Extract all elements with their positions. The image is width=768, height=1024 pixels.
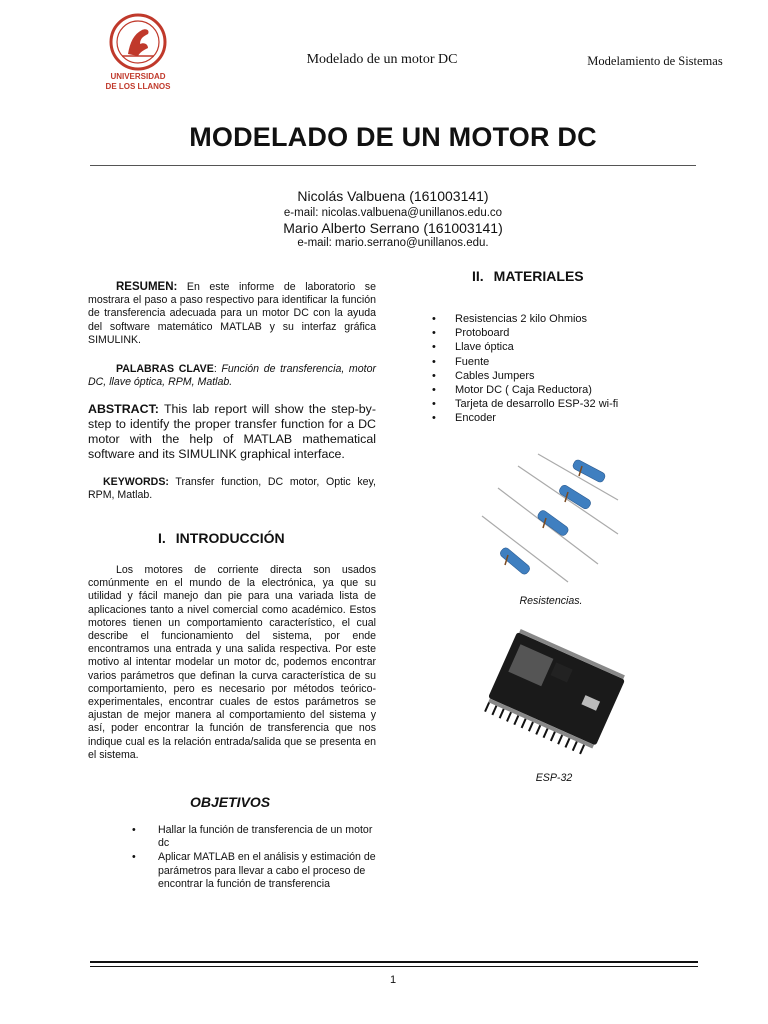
list-item: • Aplicar MATLAB en el análisis y estimación de parámetros para llevar a cabo el proceso de encontrar la función de transferencia — [88, 851, 376, 891]
resistors-image — [478, 452, 624, 590]
resumen-paragraph — [88, 281, 376, 347]
author-name: Nicolás Valbuena (161003141) — [297, 188, 489, 204]
course-name: Modelamiento de Sistemas — [587, 54, 723, 68]
list-item: • Resistencias 2 kilo Ohmios — [410, 312, 640, 326]
section-title: INTRODUCCIÓN — [175, 530, 285, 546]
materiales-list — [410, 312, 640, 426]
palabras-clave-paragraph — [88, 363, 376, 389]
title-divider — [90, 165, 696, 166]
figure-caption: Resistencias. — [519, 595, 583, 607]
objetivos-heading: OBJETIVOS — [190, 794, 271, 810]
intro-paragraph — [88, 564, 376, 762]
author-name: Mario Alberto Serrano (161003141) — [283, 220, 503, 236]
logo-text-1: UNIVERSIDAD — [110, 72, 166, 81]
list-item: • Protoboard — [410, 326, 640, 340]
list-item: • Hallar la función de transferencia de un motor dc — [88, 824, 376, 850]
section-number: I. — [158, 530, 166, 546]
keywords-paragraph — [88, 476, 376, 502]
logo-text-2: DE LOS LLANOS — [105, 82, 171, 91]
list-item: • Cables Jumpers — [410, 369, 640, 383]
university-logo — [100, 12, 176, 96]
resumen-text: En este informe de laboratorio se mostrara el paso a paso respectivo para identificar la función de transferencia adecuada para un motor DC con la ayuda del software matemático MATLAB y su interfaz gráfica SIMULINK. — [88, 281, 376, 346]
section-title: MATERIALES — [493, 268, 584, 284]
list-item: • Tarjeta de desarrollo ESP-32 wi-fi — [410, 397, 640, 411]
palabras-clave-label: PALABRAS CLAVE — [116, 363, 214, 375]
abstract-paragraph — [88, 402, 376, 462]
footer-divider — [90, 961, 698, 963]
keywords-text: Transfer function, DC motor, Optic key, RPM, Matlab. — [88, 476, 376, 502]
intro-text: Los motores de corriente directa son usados comúnmente en el mundo de la electrónica, ya que su utilidad y fácil manejo dan pie para una variada lista de aplicaciones tanto a nivel comercial como académico. Estos motores tienen un comportamiento característico, el cual describe el funcionamiento del sistema, por ende encontramos una entrada y una salida respectiva. Por este motivo al intentar modelar un motor dc, podemos encontrar varios parámetros que definan la curva característica de su comportamiento, pero es necesario por métodos teórico-experimentales, encontrar cuales de estos parámetros se ajustan de mejor manera al comportamiento del sistema y así, poder encontrar la función de transferencia que nos indique cual es la relación entrada/salida que se presenta en el sistema. — [88, 564, 376, 761]
palabras-clave-text: Función de transferencia, motor DC, llave óptica, RPM, Matlab. — [88, 363, 376, 389]
resumen-label: RESUMEN: — [116, 281, 178, 293]
section-heading-introduccion — [158, 530, 285, 546]
section-number: II. — [472, 268, 484, 284]
list-item: • Fuente — [410, 355, 640, 369]
footer-divider — [90, 966, 698, 967]
list-item: • Encoder — [410, 411, 640, 425]
esp32-image — [474, 622, 634, 760]
list-item: • Motor DC ( Caja Reductora) — [410, 383, 640, 397]
figure-caption: ESP-32 — [535, 772, 573, 784]
author-email: e-mail: mario.serrano@unillanos.edu. — [297, 237, 489, 249]
list-item: • Llave óptica — [410, 340, 640, 354]
section-heading-materiales — [472, 268, 584, 284]
abstract-label: ABSTRACT: — [88, 402, 159, 416]
objetivos-list — [88, 824, 376, 892]
page-number: 1 — [389, 974, 397, 986]
keywords-label: KEYWORDS: — [103, 476, 169, 488]
running-header: Modelado de un motor DC — [306, 52, 458, 67]
palabras-clave-sep: : — [213, 363, 222, 375]
abstract-text: This lab report will show the step-by-step to identify the proper transfer function for a DC motor with the help of MATLAB mathematical software and its SIMULINK graphical interface. — [88, 402, 376, 461]
author-email: e-mail: nicolas.valbuena@unillanos.edu.co — [283, 207, 503, 219]
paper-title: MODELADO DE UN MOTOR DC — [189, 122, 597, 152]
